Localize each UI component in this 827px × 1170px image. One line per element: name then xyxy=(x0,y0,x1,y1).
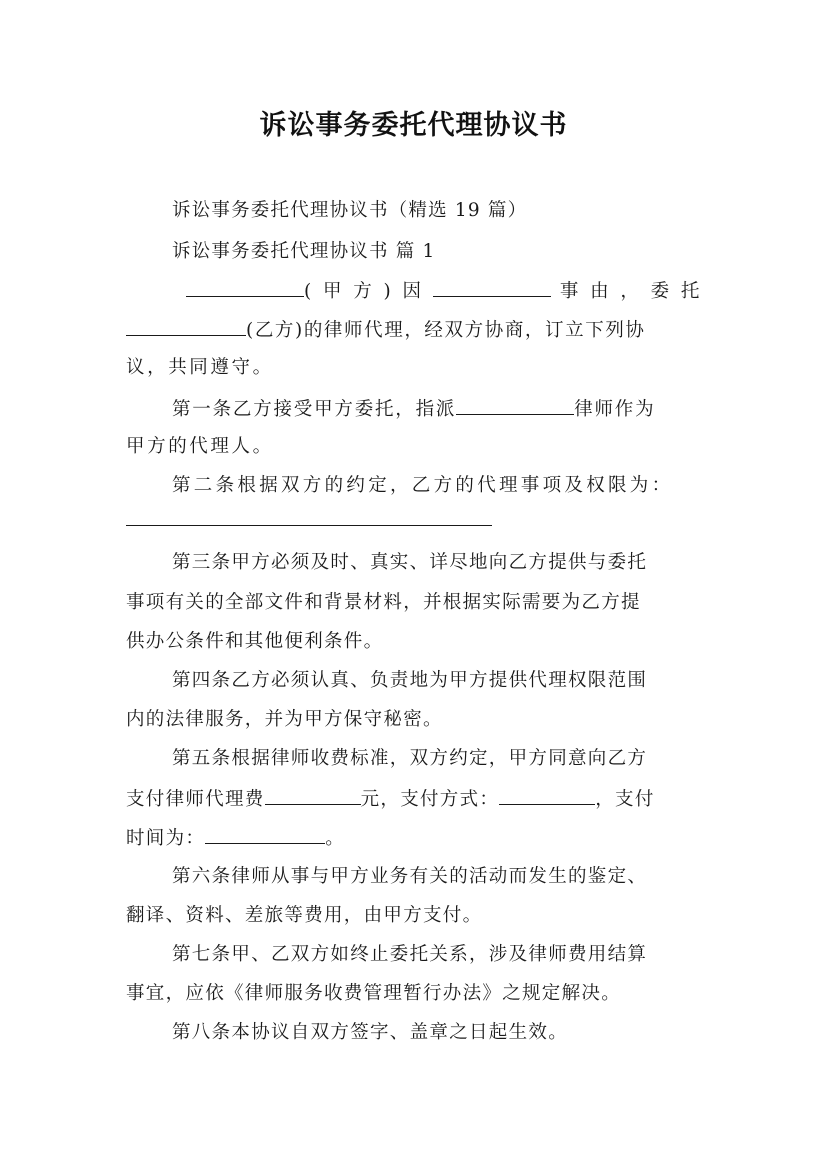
article-5-text-end: 。 xyxy=(325,828,346,849)
article-1-text-a: 第一条乙方接受甲方委托，指派 xyxy=(172,399,457,420)
article-5-line-1: 第五条根据律师收费标准，双方约定，甲方同意向乙方 xyxy=(172,748,648,769)
article-5-line-3 xyxy=(126,824,345,852)
blank-authority-line xyxy=(126,525,492,526)
article-5-text-method: 元，支付方式： xyxy=(360,789,500,810)
article-4-line-2: 内的法律服务，并为甲方保守秘密。 xyxy=(126,709,443,730)
article-1-text-b: 律师作为 xyxy=(574,399,656,420)
article-1-line-1 xyxy=(172,395,655,423)
article-7-line-2: 事宜，应依《律师服务收费管理暂行办法》之规定解决。 xyxy=(126,983,622,1004)
document-title: 诉讼事务委托代理协议书 xyxy=(259,110,568,141)
article-1-line-2: 甲方的代理人。 xyxy=(126,436,274,457)
article-6-line-2: 翻译、资料、差旅等费用，由甲方支付。 xyxy=(126,905,483,926)
blank-payment-method xyxy=(499,785,595,805)
article-3-line-2: 事项有关的全部文件和背景材料，并根据实际需要为乙方提 xyxy=(126,592,641,613)
blank-party-b xyxy=(126,316,246,336)
blank-payment-time xyxy=(205,824,325,844)
article-4-line-1: 第四条乙方必须认真、负责地为甲方提供代理权限范围 xyxy=(172,670,648,691)
section-heading: 诉讼事务委托代理协议书 篇 1 xyxy=(172,241,436,262)
article-5-line-2 xyxy=(126,785,655,813)
article-5-text-pay: ，支付 xyxy=(595,789,655,810)
blank-party-a xyxy=(186,277,304,297)
article-6-line-1: 第六条律师从事与甲方业务有关的活动而发生的鉴定、 xyxy=(172,866,648,887)
article-3-line-3: 供办公条件和其他便利条件。 xyxy=(126,631,384,652)
intro-part-a: (甲方)因 xyxy=(304,281,433,302)
article-5-text-time: 时间为： xyxy=(126,828,206,849)
article-7-line-1: 第七条甲、乙双方如终止委托关系，涉及律师费用结算 xyxy=(172,944,648,965)
intro-part-b: 事由，委托 xyxy=(550,281,702,302)
blank-lawyer-name xyxy=(456,395,574,415)
intro-line-3: 议，共同遵守。 xyxy=(126,357,274,378)
blank-reason xyxy=(433,277,551,297)
article-2-line-1: 第二条根据双方的约定，乙方的代理事项及权限为： xyxy=(172,475,674,496)
intro-part-c: (乙方)的律师代理，经双方协商，订立下列协 xyxy=(246,320,646,341)
article-5-text-fee: 支付律师代理费 xyxy=(126,789,265,810)
article-8-line-1: 第八条本协议自双方签字、盖章之日起生效。 xyxy=(172,1022,569,1043)
blank-fee-amount xyxy=(265,785,361,805)
article-3-line-1: 第三条甲方必须及时、真实、详尽地向乙方提供与委托 xyxy=(172,552,648,573)
intro-line-1 xyxy=(186,277,702,305)
intro-line-2 xyxy=(126,316,646,344)
document-subtitle: 诉讼事务委托代理协议书（精选 19 篇） xyxy=(172,200,528,221)
